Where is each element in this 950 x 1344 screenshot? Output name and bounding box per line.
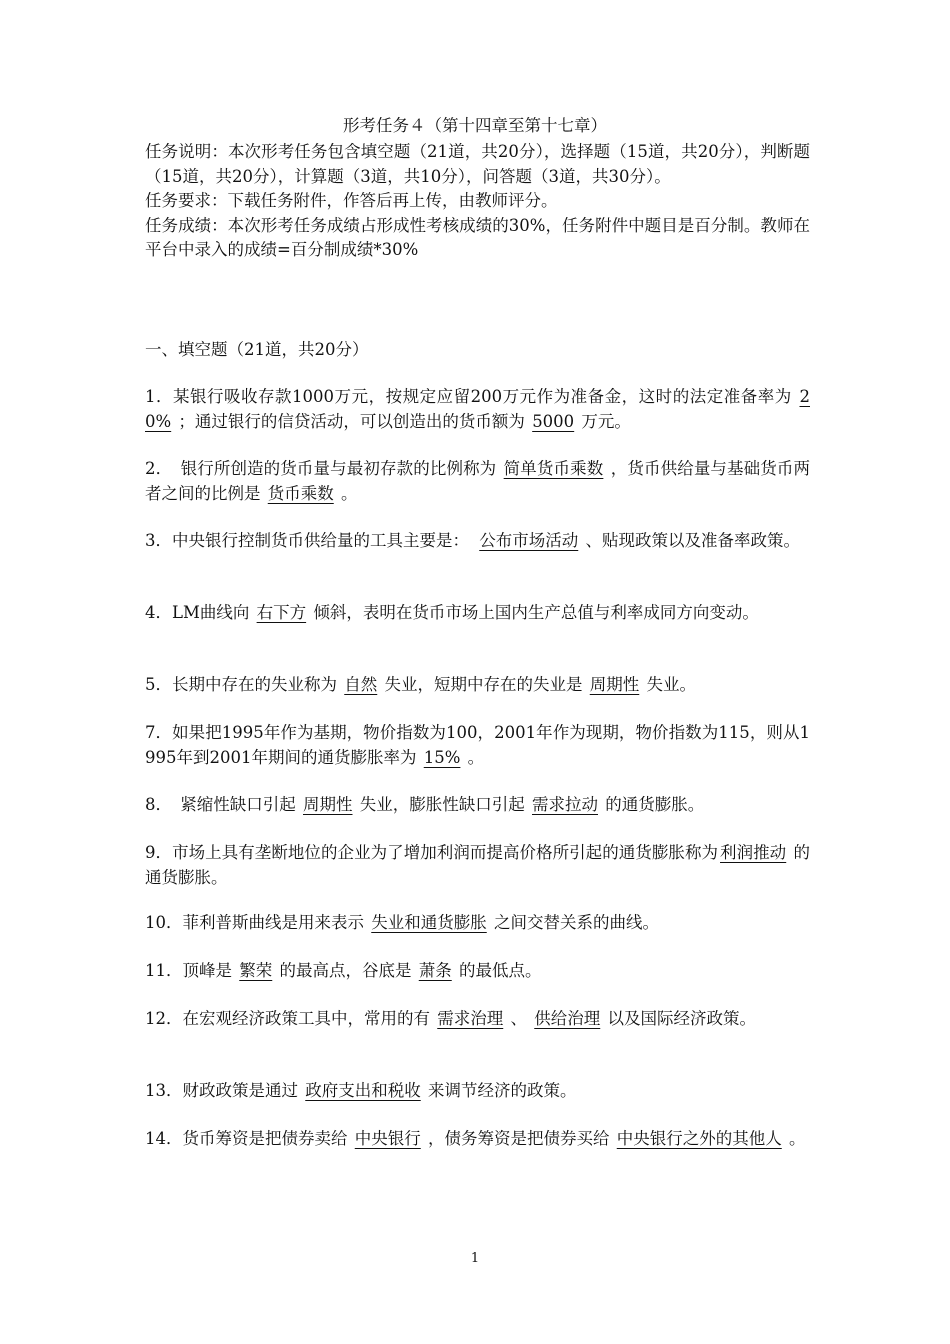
answer-blank: 中央银行 (354, 1129, 421, 1148)
answer-blank: 繁荣 (239, 961, 273, 980)
answer-blank: 利润推动 (720, 843, 787, 862)
question-11: 11．顶峰是 繁荣 的最高点，谷底是 萧条 的最低点。 (145, 961, 542, 980)
answer-blank: 5000 (532, 412, 575, 431)
section-title: 一、填空题（21道，共20分） (145, 340, 369, 359)
answer-blank: 公布市场活动 (479, 531, 579, 550)
answer-blank: 周期性 (303, 795, 353, 814)
page-number: 1 (470, 1251, 480, 1266)
answer-blank: 失业和通货膨胀 (371, 913, 487, 932)
document-title: 形考任务４（第十四章至第十七章） (343, 116, 607, 135)
question-7: 7．如果把1995年作为基期，物价指数为100，2001年作为现期，物价指数为115，则从1995年到2001年期间的通货膨胀率为 15% 。 (145, 723, 810, 767)
task-grading: 任务成绩：本次形考任务成绩占形成性考核成绩的30%，任务附件中题目是百分制。教师在平台中录入的成绩=百分制成绩*30% (145, 215, 810, 259)
answer-blank: 供给治理 (534, 1009, 601, 1028)
question-13: 13．财政政策是通过 政府支出和税收 来调节经济的政策。 (145, 1081, 577, 1100)
answer-blank: 需求治理 (437, 1009, 504, 1028)
question-3: 3．中央银行控制货币供给量的工具主要是： 公布市场活动 、贴现政策以及准备率政策。 (145, 531, 800, 550)
answer-blank: 20% (145, 387, 810, 431)
answer-blank: 需求拉动 (532, 795, 598, 814)
answer-blank: 自然 (344, 675, 378, 694)
question-2: 2． 银行所创造的货币量与最初存款的比例称为 简单货币乘数 ，货币供给量与基础货币两者之间的比例是 货币乘数 。 (145, 459, 811, 503)
question-8: 8． 紧缩性缺口引起 周期性 失业，膨胀性缺口引起 需求拉动 的通货膨胀。 (145, 795, 705, 814)
answer-blank: 萧条 (418, 961, 452, 980)
question-14: 14．货币筹资是把债券卖给 中央银行 ，债务筹资是把债券买给 中央银行之外的其他人 。 (145, 1129, 806, 1148)
answer-blank: 中央银行之外的其他人 (616, 1129, 782, 1148)
question-9: 9．市场上具有垄断地位的企业为了增加利润而提高价格所引起的通货膨胀称为 利润推动 的通货膨胀。 (145, 843, 811, 887)
task-requirement: 任务要求：下载任务附件，作答后再上传，由教师评分。 (145, 191, 558, 210)
question-4: 4．LM曲线向 右下方 倾斜，表明在货币市场上国内生产总值与利率成同方向变动。 (145, 603, 759, 622)
question-1: 1．某银行吸收存款1000万元，按规定应留200万元作为准备金，这时的法定准备率为 20% ；通过银行的信贷活动，可以创造出的货币额为 5000 万元。 (145, 387, 810, 431)
answer-blank: 右下方 (256, 603, 307, 622)
answer-blank: 15% (423, 748, 461, 767)
question-12: 12．在宏观经济政策工具中，常用的有 需求治理 、 供给治理 以及国际经济政策。 (145, 1009, 756, 1028)
task-intro (145, 140, 810, 263)
task-description: 任务说明：本次形考任务包含填空题（21道，共20分），选择题（15道，共20分），判断题（15道，共20分），计算题（3道，共10分），问答题（3道，共30分）。 (145, 142, 810, 186)
answer-blank: 政府支出和税收 (305, 1081, 421, 1100)
answer-blank: 货币乘数 (267, 484, 334, 503)
answer-blank: 简单货币乘数 (503, 459, 604, 478)
question-10: 10．菲利普斯曲线是用来表示 失业和通货膨胀 之间交替关系的曲线。 (145, 913, 659, 932)
answer-blank: 周期性 (589, 675, 640, 694)
question-5: 5．长期中存在的失业称为 自然 失业，短期中存在的失业是 周期性 失业。 (145, 675, 696, 694)
